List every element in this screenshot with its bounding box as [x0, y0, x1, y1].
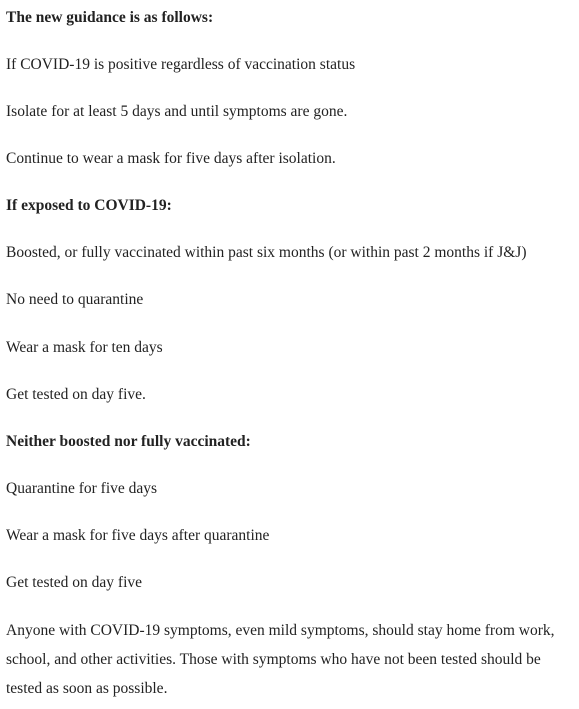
heading-guidance: The new guidance is as follows:	[6, 9, 214, 26]
heading-unvaccinated: Neither boosted nor fully vaccinated:	[6, 433, 251, 450]
unvax-mask-text: Wear a mask for five days after quarantine	[6, 527, 270, 544]
boosted-test-text: Get tested on day five.	[6, 386, 146, 403]
boosted-mask-text: Wear a mask for ten days	[6, 339, 163, 356]
unvax-quarantine-text: Quarantine for five days	[6, 480, 158, 497]
boosted-intro-text: Boosted, or fully vaccinated within past six months (or within past 2 months if J&J)	[6, 244, 527, 261]
closing-paragraph: Anyone with COVID-19 symptoms, even mild symptoms, should stay home from work, school, and other activities. Those with symptoms who have not been tested should be tested as soon as possible.	[6, 622, 555, 697]
unvax-test-text: Get tested on day five	[6, 574, 143, 591]
positive-intro-text: If COVID-19 is positive regardless of vaccination status	[6, 56, 356, 73]
heading-exposed: If exposed to COVID-19:	[6, 197, 172, 214]
boosted-quarantine-text: No need to quarantine	[6, 291, 144, 308]
positive-isolate-text: Isolate for at least 5 days and until symptoms are gone.	[6, 103, 348, 120]
positive-mask-text: Continue to wear a mask for five days after isolation.	[6, 150, 336, 167]
